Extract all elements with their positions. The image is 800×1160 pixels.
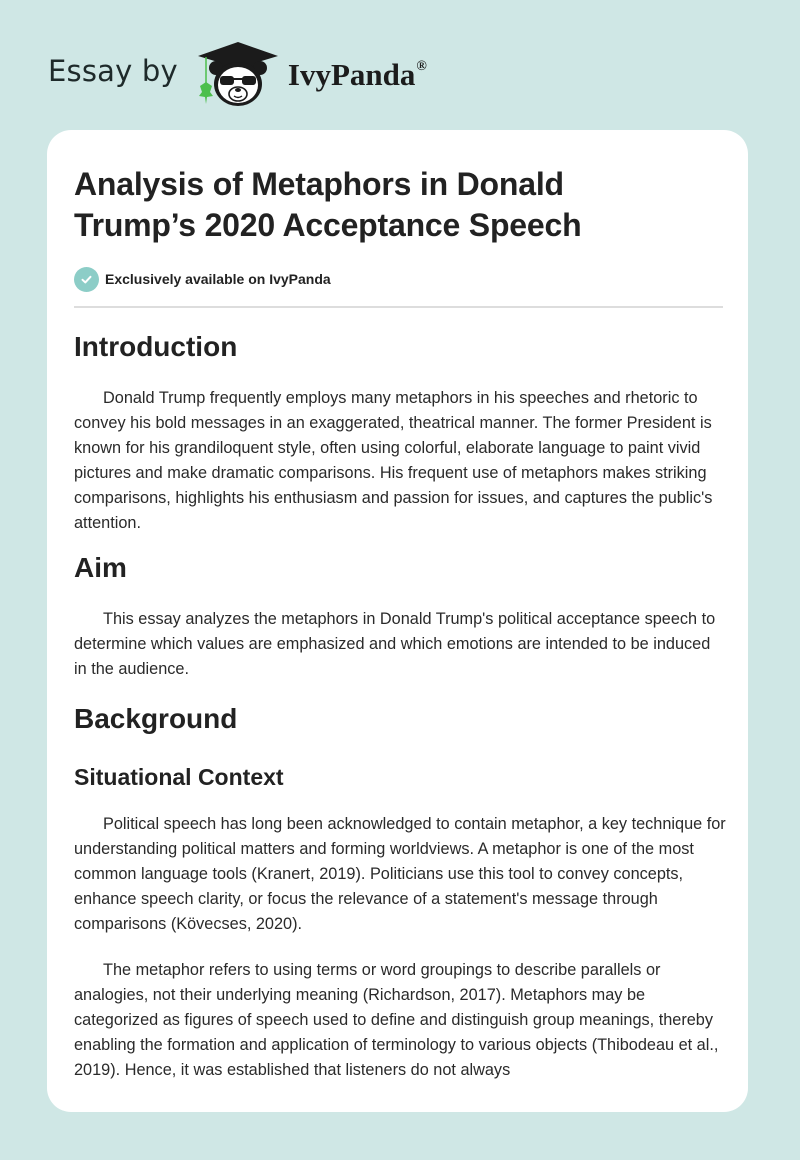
section-heading-introduction: Introduction (74, 331, 238, 362)
page-title: Analysis of Metaphors in Donald Trump’s 2020 Acceptance Speech (74, 166, 582, 243)
brand-name: IvyPanda (287, 57, 416, 92)
registered-mark: ® (416, 59, 427, 74)
exclusive-text: Exclusively available on IvyPanda (105, 271, 331, 287)
essay-card (47, 130, 748, 1112)
paragraph: Donald Trump frequently employs many metaphors in his speeches and rhetoric to convey his bold messages in an exaggerated, theatrical manner. The former President is known for his grandiloquent style, often using colorful, elaborate language to paint vivid pictures and make dramatic comparisons. His frequent use of metaphors makes striking comparisons, highlights his enthusiasm and passion for issues, and captures the public's attention. (74, 389, 713, 532)
subsection-heading-situational-context: Situational Context (74, 764, 284, 790)
check-circle-icon (74, 267, 99, 292)
essay-by-label: Essay by (48, 54, 178, 88)
panda-graduate-icon[interactable] (196, 38, 280, 110)
brand-logo[interactable] (288, 57, 427, 93)
exclusive-badge (74, 266, 722, 292)
paragraph: The metaphor refers to using terms or word groupings to describe parallels or analogies, not their underlying meaning (Richardson, 2017). Metaphors may be categorized as figures of speech used to define and distinguish group meanings, thereby enabling the formation and application of terminology to various objects (Thibodeau et al., 2019). Hence, it was established that listeners do not always (74, 961, 719, 1079)
site-header (48, 38, 427, 110)
divider (74, 306, 723, 308)
paragraph: This essay analyzes the metaphors in Donald Trump's political acceptance speech to determine which values are emphasized and which emotions are intended to be induced in the audience. (74, 610, 716, 678)
section-heading-background: Background (74, 703, 238, 734)
section-heading-aim: Aim (74, 552, 127, 583)
paragraph: Political speech has long been acknowledged to contain metaphor, a key technique for understanding political matters and forming worldviews. A metaphor is one of the most common language tools (Kranert, 2019). Politicians use this tool to convey concepts, enhance speech clarity, or focus the relevance of a statement's message through comparisons (Kövecses, 2020). (74, 815, 726, 933)
